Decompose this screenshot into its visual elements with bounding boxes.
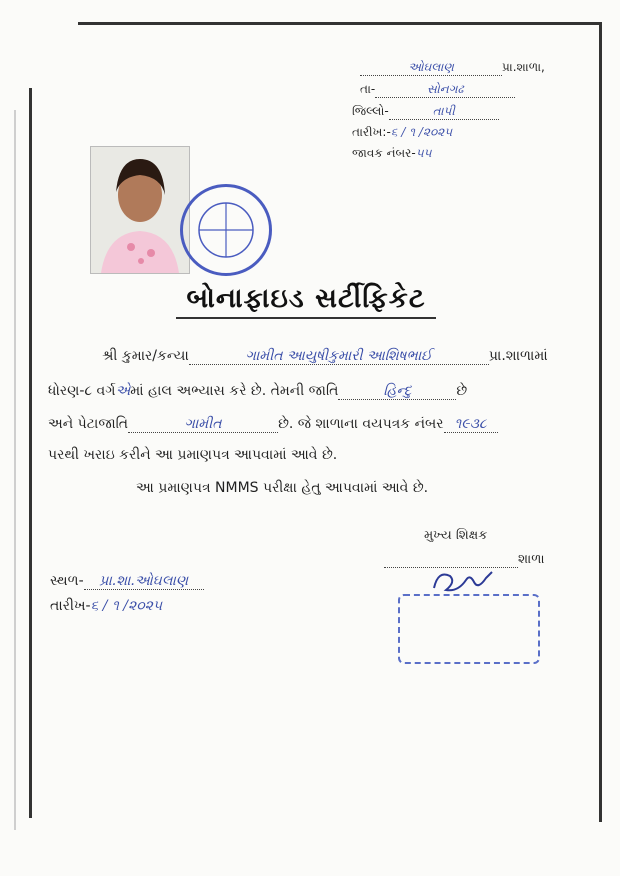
taluka-label: તા- bbox=[360, 82, 376, 96]
principal-rectangular-stamp bbox=[398, 594, 540, 664]
subcaste-handwritten: ગામીત bbox=[184, 416, 222, 432]
body-l1-suffix: પ્રા.શાળામાં bbox=[488, 348, 548, 364]
register-number-handwritten: ૧૯૩૮ bbox=[454, 416, 487, 432]
body-l3-prefix: અને પેટાજાતિ bbox=[48, 416, 129, 432]
footer-date-line bbox=[50, 598, 162, 614]
body-l2-mid: માં હાલ અભ્યાસ કરે છે. તેમની જાતિ bbox=[130, 383, 339, 399]
district-handwritten: તાપી bbox=[432, 104, 455, 118]
outward-line bbox=[352, 146, 432, 161]
certificate-title: બોનાફાઇડ સર્ટીફિકેટ bbox=[176, 283, 436, 319]
body-l2-suffix: છે bbox=[456, 383, 468, 399]
principal-label: મુખ્ય શિક્ષક bbox=[424, 528, 488, 543]
body-line-5: આ પ્રમાણપત્ર NMMS પરીક્ષા હેતુ આપવામાં આવે છે. bbox=[136, 480, 429, 496]
district-line bbox=[352, 104, 499, 120]
school-word: શાળા bbox=[518, 552, 545, 567]
body-l2-prefix: ધોરણ-૮ વર્ગ bbox=[48, 383, 116, 399]
scan-border-left bbox=[29, 88, 32, 818]
place-label: સ્થળ- bbox=[50, 573, 84, 589]
footer-date-label: તારીખ- bbox=[50, 598, 91, 614]
place-line bbox=[50, 573, 204, 590]
body-line-2 bbox=[48, 383, 467, 400]
taluka-line bbox=[360, 82, 515, 98]
student-photo bbox=[90, 146, 190, 274]
class-handwritten: એ bbox=[115, 383, 131, 399]
body-line-4: પરથી ખરાઇ કરીને આ પ્રમાણપત્ર આપવામાં આવે છે. bbox=[48, 447, 338, 463]
student-name-handwritten: ગામીત આયુષીકુમારી આશિષભાઈ bbox=[245, 348, 432, 364]
school-header-line bbox=[360, 60, 545, 76]
outward-label: જાવક નંબર- bbox=[352, 146, 416, 160]
outward-handwritten: ૫૫ bbox=[415, 146, 432, 160]
date-line bbox=[352, 125, 452, 140]
footer-date-handwritten: ૬ / ૧ /૨૦૨૫ bbox=[90, 598, 163, 614]
taluka-handwritten: સોનગઢ bbox=[427, 82, 464, 96]
school-round-stamp bbox=[180, 184, 272, 276]
scan-border-top bbox=[78, 22, 600, 25]
district-label: જિલ્લો- bbox=[352, 104, 389, 118]
date-handwritten: ૬ / ૧ /૨૦૨૫ bbox=[390, 125, 453, 139]
date-label: તારીખ:- bbox=[352, 125, 391, 139]
body-l1-prefix: શ્રી કુમાર/કન્યા bbox=[102, 348, 189, 364]
school-name-handwritten: ઓઘલાણ bbox=[408, 60, 454, 74]
school-suffix: પ્રા.શાળા, bbox=[502, 60, 545, 74]
caste-handwritten: હિન્દુ bbox=[383, 383, 412, 399]
scan-border-left-faint bbox=[14, 110, 16, 830]
body-line-3 bbox=[48, 416, 498, 433]
body-l3-mid: છે. જે શાળાના વયપત્રક નંબર bbox=[278, 416, 444, 432]
place-handwritten: પ્રા.શા.ઓઘલાણ bbox=[99, 573, 189, 589]
scan-border-right bbox=[599, 22, 602, 822]
body-line-1 bbox=[102, 348, 548, 365]
